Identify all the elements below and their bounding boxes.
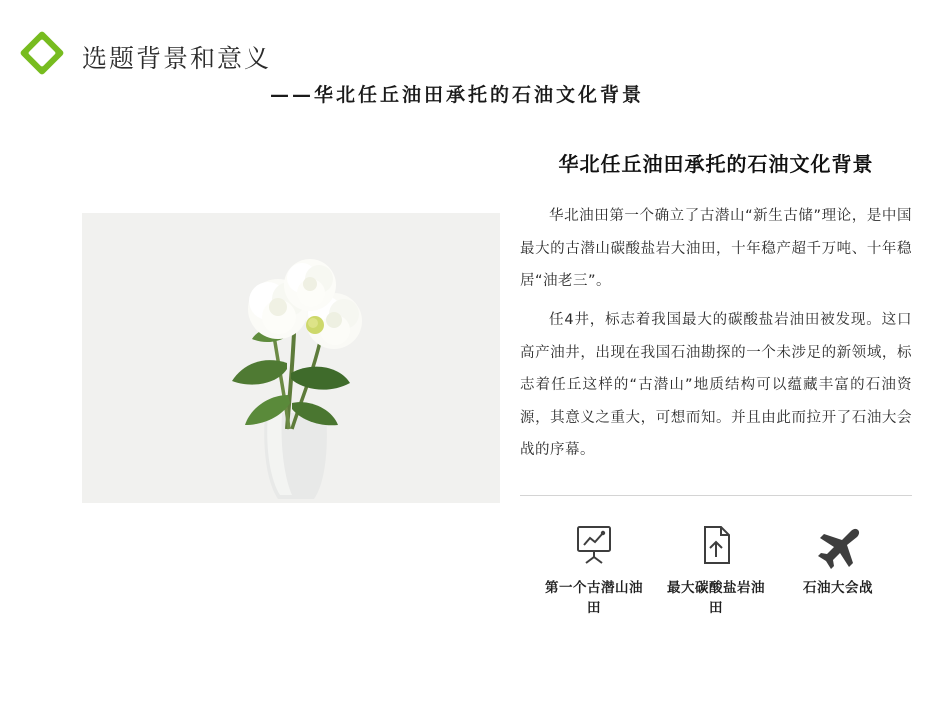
highlight-item[interactable] — [664, 518, 768, 618]
content-paragraph: 华北油田第一个确立了古潜山“新生古储”理论，是中国最大的古潜山碳酸盐岩大油田，十年稳产超千万吨、十年稳居“油老三”。 — [520, 208, 912, 290]
content-column — [520, 150, 912, 618]
highlight-item[interactable] — [786, 518, 890, 618]
flower-photo-illustration — [82, 213, 500, 503]
diamond-outline-icon — [19, 30, 65, 76]
page-title: 选题背景和意义 — [82, 44, 272, 73]
highlight-item[interactable] — [542, 518, 646, 618]
document-upload-icon — [664, 518, 768, 572]
slide-header — [0, 0, 950, 120]
content-paragraph: 任4井，标志着我国最大的碳酸盐岩油田被发现。这口高产油井，出现在我国石油勘探的一个未涉足的新领域，标志着任丘这样的“古潜山”地质结构可以蕴藏丰富的石油资源，其意义之重大，可想而知。并且由此而拉开了石油大会战的序幕。 — [520, 311, 912, 459]
page-subtitle: ——华北任丘油田承托的石油文化背景 — [270, 84, 645, 106]
highlights-row — [520, 518, 912, 618]
highlight-label: 第一个古潜山油田 — [545, 580, 643, 616]
section-divider — [520, 495, 912, 496]
highlight-label: 最大碳酸盐岩油田 — [667, 580, 765, 616]
highlight-label: 石油大会战 — [803, 580, 873, 596]
airplane-icon — [786, 518, 890, 572]
flower-photo — [82, 213, 500, 503]
chart-board-icon — [542, 518, 646, 572]
content-title: 华北任丘油田承托的石油文化背景 — [558, 152, 874, 176]
